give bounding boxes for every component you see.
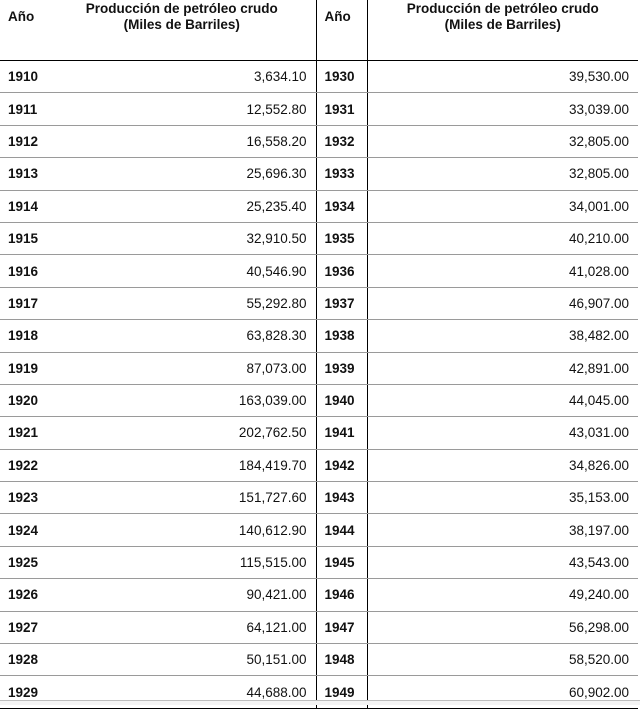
production-cell-right: 39,530.00: [367, 61, 638, 93]
production-cell: 140,612.90: [48, 514, 316, 546]
year-cell: 1924: [0, 514, 48, 546]
production-column-header-right: [367, 0, 638, 61]
production-cell-right: 43,031.00: [367, 417, 638, 449]
production-cell: 40,546.90: [48, 255, 316, 287]
production-cell-right: 33,039.00: [367, 93, 638, 125]
production-cell-right: 43,543.00: [367, 546, 638, 578]
production-cell-right: 42,891.00: [367, 352, 638, 384]
year-cell-right: 1947: [316, 611, 367, 643]
production-header-unit-right: (Miles de Barriles): [444, 17, 561, 32]
year-cell-right: 1946: [316, 579, 367, 611]
year-cell: 1916: [0, 255, 48, 287]
production-cell-right: 38,197.00: [367, 514, 638, 546]
table-row: [0, 514, 638, 546]
year-cell: 1920: [0, 384, 48, 416]
production-cell: 50,151.00: [48, 644, 316, 676]
table-row: [0, 320, 638, 352]
year-cell-right: 1939: [316, 352, 367, 384]
production-cell-right: 34,826.00: [367, 449, 638, 481]
year-cell: 1919: [0, 352, 48, 384]
production-header-title: Producción de petróleo crudo: [85, 1, 278, 16]
table-row: [0, 611, 638, 643]
year-cell-right: 1932: [316, 125, 367, 157]
table-row: [0, 449, 638, 481]
table-row: [0, 125, 638, 157]
year-cell: 1925: [0, 546, 48, 578]
year-cell-right: 1930: [316, 61, 367, 93]
year-cell: 1915: [0, 222, 48, 254]
year-cell: 1913: [0, 158, 48, 190]
year-cell: 1927: [0, 611, 48, 643]
year-cell-right: 1945: [316, 546, 367, 578]
page-bottom-edge: [0, 700, 640, 705]
year-cell: 1918: [0, 320, 48, 352]
year-cell-right: 1944: [316, 514, 367, 546]
table-row: [0, 222, 638, 254]
table-row: [0, 352, 638, 384]
production-cell: 44,688.00: [48, 676, 316, 709]
year-cell: 1921: [0, 417, 48, 449]
production-cell: 3,634.10: [48, 61, 316, 93]
table-header-row: [0, 0, 638, 61]
production-cell-right: 34,001.00: [367, 190, 638, 222]
production-cell-right: 56,298.00: [367, 611, 638, 643]
production-cell: 151,727.60: [48, 482, 316, 514]
year-cell-right: 1948: [316, 644, 367, 676]
table-row: [0, 482, 638, 514]
year-cell: 1926: [0, 579, 48, 611]
year-cell: 1910: [0, 61, 48, 93]
production-cell: 63,828.30: [48, 320, 316, 352]
table-row: [0, 384, 638, 416]
year-cell-right: 1938: [316, 320, 367, 352]
production-cell: 16,558.20: [48, 125, 316, 157]
year-cell: 1917: [0, 287, 48, 319]
production-cell-right: 38,482.00: [367, 320, 638, 352]
year-cell-right: 1934: [316, 190, 367, 222]
table-row: [0, 287, 638, 319]
production-header-title-right: Producción de petróleo crudo: [406, 1, 599, 16]
year-cell-right: 1949: [316, 676, 367, 709]
production-cell: 202,762.50: [48, 417, 316, 449]
production-cell: 184,419.70: [48, 449, 316, 481]
year-cell-right: 1933: [316, 158, 367, 190]
production-cell: 163,039.00: [48, 384, 316, 416]
year-cell-right: 1940: [316, 384, 367, 416]
table-row: [0, 644, 638, 676]
production-cell: 55,292.80: [48, 287, 316, 319]
year-cell: 1914: [0, 190, 48, 222]
production-cell: 115,515.00: [48, 546, 316, 578]
production-cell-right: 40,210.00: [367, 222, 638, 254]
production-cell: 12,552.80: [48, 93, 316, 125]
production-cell-right: 58,520.00: [367, 644, 638, 676]
production-cell-right: 32,805.00: [367, 125, 638, 157]
year-column-header-right: Año: [316, 0, 367, 61]
table-row: [0, 579, 638, 611]
production-column-header: [48, 0, 316, 61]
table-body: [0, 61, 638, 709]
production-cell: 32,910.50: [48, 222, 316, 254]
year-cell: 1923: [0, 482, 48, 514]
table-row: [0, 61, 638, 93]
production-cell-right: 35,153.00: [367, 482, 638, 514]
year-cell: 1912: [0, 125, 48, 157]
year-column-header: Año: [0, 0, 48, 61]
year-cell-right: 1935: [316, 222, 367, 254]
year-cell-right: 1941: [316, 417, 367, 449]
year-cell-right: 1942: [316, 449, 367, 481]
year-cell: 1928: [0, 644, 48, 676]
production-header-unit: (Miles de Barriles): [123, 17, 240, 32]
year-cell-right: 1936: [316, 255, 367, 287]
year-cell: 1911: [0, 93, 48, 125]
year-cell: 1929: [0, 676, 48, 709]
production-cell: 87,073.00: [48, 352, 316, 384]
table-row: [0, 417, 638, 449]
production-cell-right: 44,045.00: [367, 384, 638, 416]
year-cell-right: 1943: [316, 482, 367, 514]
production-cell: 25,696.30: [48, 158, 316, 190]
table-row: [0, 158, 638, 190]
production-cell-right: 49,240.00: [367, 579, 638, 611]
production-cell-right: 41,028.00: [367, 255, 638, 287]
production-cell-right: 32,805.00: [367, 158, 638, 190]
year-cell: 1922: [0, 449, 48, 481]
production-cell: 25,235.40: [48, 190, 316, 222]
production-cell: 64,121.00: [48, 611, 316, 643]
table-row: [0, 190, 638, 222]
production-cell-right: 46,907.00: [367, 287, 638, 319]
table-row: [0, 255, 638, 287]
production-cell: 90,421.00: [48, 579, 316, 611]
year-cell-right: 1931: [316, 93, 367, 125]
year-cell-right: 1937: [316, 287, 367, 319]
table-row: [0, 546, 638, 578]
production-cell-right: 60,902.00: [367, 676, 638, 709]
table-row: [0, 93, 638, 125]
